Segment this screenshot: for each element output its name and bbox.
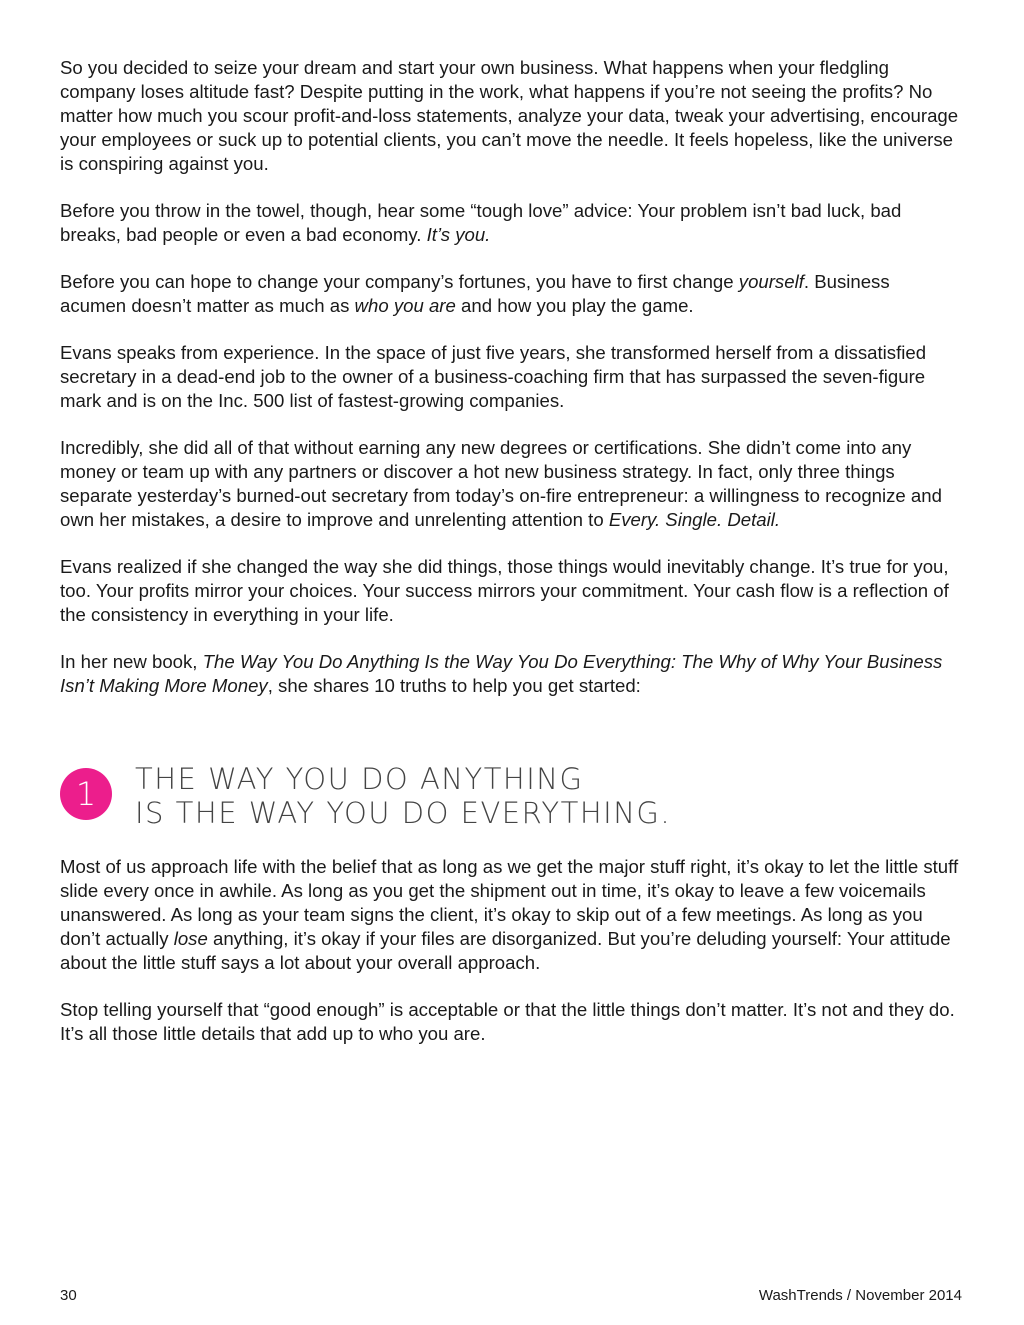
paragraph-text: Stop telling yourself that “good enough” is acceptable or that the little things don’t matter. It’s not and they do. It’s all those little details that add up to who you are. [60, 999, 955, 1044]
paragraph-intro-2 [60, 199, 960, 247]
paragraph-text: , she shares 10 truths to help you get started: [267, 675, 641, 696]
paragraph-text: Before you throw in the towel, though, hear some “tough love” advice: Your problem isn’t bad luck, bad breaks, bad people or even a bad economy. [60, 200, 902, 245]
paragraph-intro-5 [60, 436, 960, 532]
section-title-line: THE WAY YOU DO ANYTHING [135, 762, 584, 796]
emphasis-text: who you are [354, 295, 456, 316]
emphasis-text: It’s you. [426, 224, 491, 245]
paragraph-text: Incredibly, she did all of that without earning any new degrees or certifications. She didn’t come into any money or team up with any partners or discover a hot new business strategy. In fact, only three things separate yesterday’s burned-out secretary from today’s on-fire entrepreneur: a willingness to recognize and own her mistakes, a desire to improve and unrelenting attention to [60, 437, 942, 530]
paragraph-text: Evans speaks from experience. In the space of just five years, she transformed herself from a dissatisfied secretary in a dead-end job to the owner of a business-coaching firm that has surpassed the seven-figure mark and is on the Inc. 500 list of fastest-growing companies. [60, 342, 927, 411]
emphasis-text: Every. Single. Detail. [608, 509, 781, 530]
page-number: 30 [60, 1287, 77, 1304]
book-title: The Way You Do Anything Is the Way You Do Everything: The Why of Why Your Business Isn’t Making More Money [60, 651, 943, 696]
emphasis-text: yourself [738, 271, 804, 292]
paragraph-intro-7 [60, 650, 960, 698]
section-heading [60, 762, 960, 828]
publication-footer: WashTrends / November 2014 [758, 1287, 962, 1304]
section-title-line: IS THE WAY YOU DO EVERYTHING. [135, 796, 672, 830]
paragraph-text: . Business acumen doesn’t matter as much as [60, 271, 890, 316]
paragraph-intro-4 [60, 341, 960, 413]
paragraph-intro-1 [60, 56, 960, 176]
paragraph-section-1 [60, 855, 960, 975]
paragraph-text: Before you can hope to change your company’s fortunes, you have to first change [60, 271, 739, 292]
paragraph-intro-6 [60, 555, 960, 627]
emphasis-text: lose [173, 928, 208, 949]
paragraph-text: Most of us approach life with the belief that as long as we get the major stuff right, it’s okay to let the little stuff slide every once in awhile. As long as you get the shipment out in time, it’s okay to leave a few voicemails unanswered. As long as your team signs the client, it’s okay to skip out of a few meetings. As long as you don’t actually [60, 856, 959, 949]
paragraph-text: In her new book, [60, 651, 203, 672]
paragraph-section-2 [60, 998, 960, 1046]
article-body [60, 56, 960, 1069]
section-title [135, 762, 671, 830]
paragraph-intro-3 [60, 270, 960, 318]
paragraph-text: So you decided to seize your dream and start your own business. What happens when your fledgling company loses altitude fast? Despite putting in the work, what happens if you’re not seeing the profits? No matter how much you scour profit-and-loss statements, analyze your data, tweak your advertising, encourage your employees or suck up to potential clients, you can’t move the needle. It feels hopeless, like the universe is conspiring against you. [60, 57, 959, 174]
paragraph-text: anything, it’s okay if your files are disorganized. But you’re deluding yourself: Your attitude about the little stuff says a lot about your overall approach. [60, 928, 951, 973]
section-number-badge: 1 [60, 768, 112, 820]
paragraph-text: and how you play the game. [455, 295, 694, 316]
paragraph-text: Evans realized if she changed the way she did things, those things would inevitably change. It’s true for you, too. Your profits mirror your choices. Your success mirrors your commitment. Your cash flow is a reflection of the consistency in everything in your life. [60, 556, 949, 625]
